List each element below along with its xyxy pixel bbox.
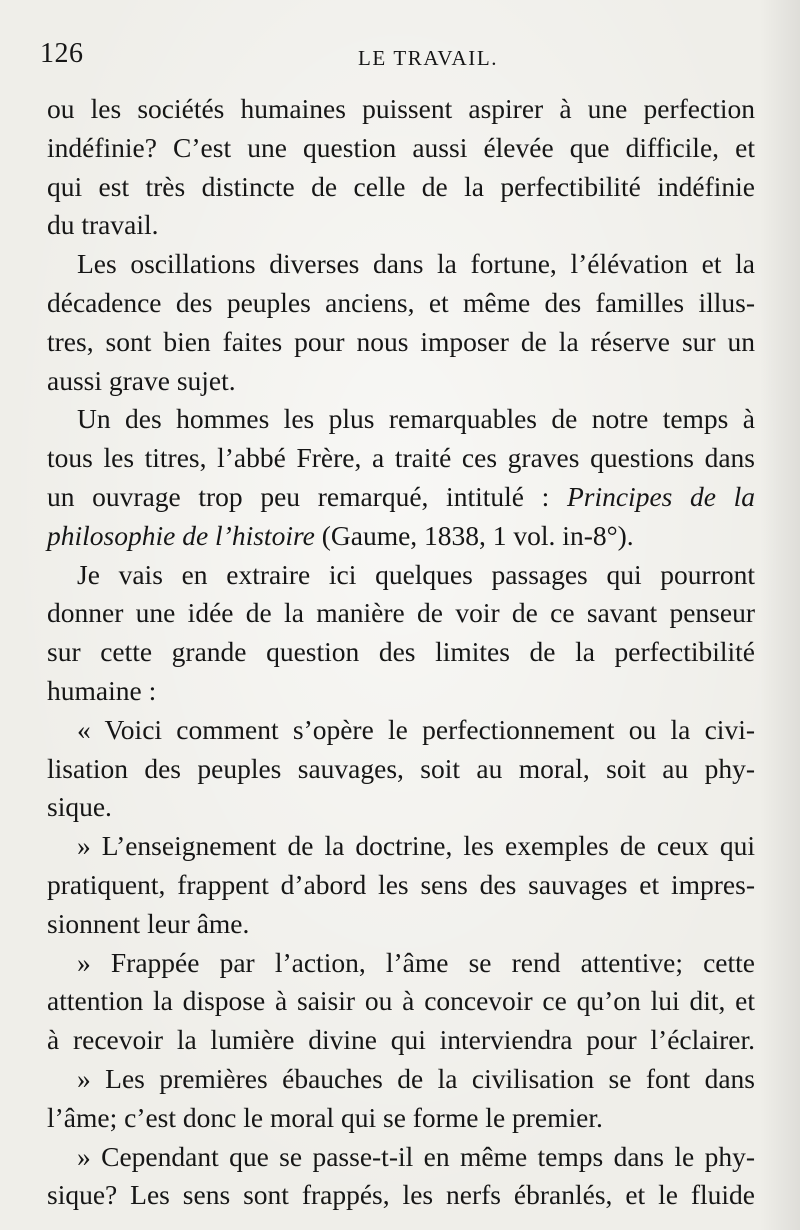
text-line: donner une idée de la manière de voir de ce savant penseur bbox=[47, 597, 755, 629]
text-line: Je vais en extraire ici quelques passages qui pourront bbox=[77, 558, 755, 590]
page-edge-shadow bbox=[760, 0, 800, 1230]
text-line: sionnent leur âme. bbox=[47, 907, 250, 939]
body-text bbox=[47, 90, 755, 1215]
text-line: du travail. bbox=[47, 209, 159, 241]
text-line: à recevoir la lumière divine qui interviendra pour l’éclairer. bbox=[47, 1024, 755, 1056]
text-line: décadence des peuples anciens, et même des familles illus- bbox=[47, 286, 755, 318]
text-line: attention la dispose à saisir ou à concevoir ce qu’on lui dit, et bbox=[47, 985, 755, 1017]
book-title-part: philosophie de l’histoire bbox=[47, 519, 315, 551]
text-line: humaine : bbox=[47, 674, 157, 706]
text-line: « Voici comment s’opère le perfectionnement ou la civi- bbox=[77, 713, 755, 745]
text-line: lisation des peuples sauvages, soit au moral, soit au phy- bbox=[47, 752, 755, 784]
book-title-part: Principes de la bbox=[566, 480, 756, 512]
text-line: tous les titres, l’abbé Frère, a traité ces graves questions dans bbox=[47, 442, 755, 474]
text-line: Un des hommes les plus remarquables de notre temps à bbox=[77, 403, 755, 435]
text-line: tres, sont bien faites pour nous imposer de la réserve sur un bbox=[47, 325, 755, 357]
text-line: sur cette grande question des limites de la perfectibilité bbox=[47, 636, 755, 668]
text-line: » Cependant que se passe-t-il en même temps dans le phy- bbox=[77, 1140, 755, 1172]
text-line: pratiquent, frappent d’abord les sens des sauvages et impres- bbox=[47, 868, 755, 900]
text-line: » L’enseignement de la doctrine, les exemples de ceux qui bbox=[77, 830, 755, 862]
page-number: 126 bbox=[40, 38, 84, 69]
text-segment: un ouvrage trop peu remarqué, intitulé : bbox=[47, 480, 550, 512]
text-line: Les oscillations diverses dans la fortune, l’élévation et la bbox=[77, 248, 755, 280]
running-head: LE TRAVAIL. bbox=[358, 46, 499, 70]
text-line: » Frappée par l’action, l’âme se rend attentive; cette bbox=[77, 946, 755, 978]
text-line: sique? Les sens sont frappés, les nerfs ébranlés, et le fluide bbox=[47, 1179, 755, 1211]
text-line-with-title bbox=[47, 517, 755, 556]
text-segment: (Gaume, 1838, 1 vol. in-8°). bbox=[321, 519, 634, 551]
text-line: » Les premières ébauches de la civilisation se font dans bbox=[77, 1062, 755, 1094]
text-line: indéfinie? C’est une question aussi élevée que difficile, et bbox=[47, 131, 755, 163]
text-line: ou les sociétés humaines puissent aspirer à une perfection bbox=[47, 93, 755, 124]
text-line: qui est très distincte de celle de la perfectibilité indéfinie bbox=[47, 170, 755, 202]
page-header bbox=[40, 38, 760, 78]
text-line: sique. bbox=[47, 791, 112, 823]
text-line: l’âme; c’est donc le moral qui se forme le premier. bbox=[47, 1101, 603, 1133]
text-line: aussi grave sujet. bbox=[47, 364, 236, 396]
text-line-with-title bbox=[47, 478, 755, 517]
